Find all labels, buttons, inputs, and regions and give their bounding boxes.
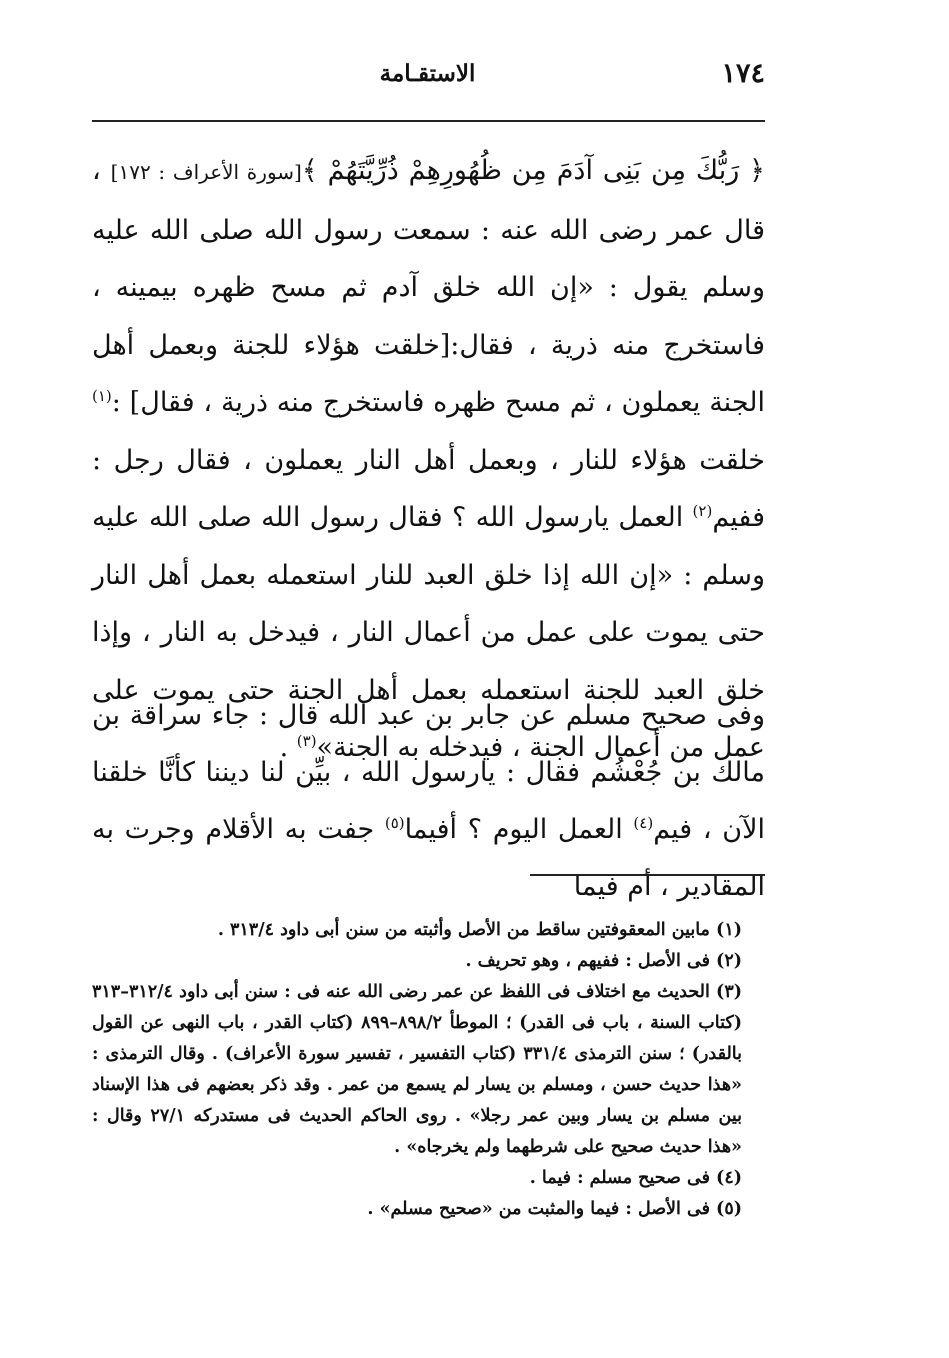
footnote-marker-2: (٢) bbox=[692, 502, 713, 520]
quran-verse: ﴿ رَبُّكَ مِن بَنِى آدَمَ مِن ظُهُورِهِمْ ذُرِّيَّتَهُمْ ﴾ bbox=[301, 155, 766, 186]
paragraph-1-text-c: العمل يارسول الله ؟ فقال رسول الله صلى الله عليه وسلم : «إن الله إذا خلق العبد للنار استعمله بعمل أهل النار حتى يموت على عمل من أعمال النار ، فيدخل به النار ، وإذا خلق العبد للجنة استعمله بعمل أهل الجنة حتى يموت على عمل من أعمال الجنة ، فيدخله به الجنة» bbox=[92, 502, 765, 763]
paragraph-1-text-d: . bbox=[279, 732, 297, 763]
page-header bbox=[90, 58, 765, 98]
main-text bbox=[92, 142, 765, 777]
paragraph-2-text-b: العمل اليوم ؟ أفيما bbox=[404, 814, 634, 845]
page-number: ١٧٤ bbox=[721, 58, 765, 89]
verse-reference: [سورة الأعراف : ١٧٢] bbox=[110, 160, 302, 184]
footnote-4: (٤) فى صحيح مسلم : فيما . bbox=[529, 1168, 742, 1188]
footnote-marker-3: (٣) bbox=[296, 732, 317, 750]
footnote-1: (١) مابين المعقوفتين ساقط من الأصل وأثبته من سنن أبى داود ٣١٣/٤ . bbox=[217, 920, 742, 940]
paragraph-2-block bbox=[92, 687, 765, 915]
footnote-marker-1: (١) bbox=[92, 387, 112, 405]
footnote-5: (٥) فى الأصل : فيما والمثبت من «صحيح مسلم» . bbox=[367, 1199, 742, 1219]
paragraph-1 bbox=[92, 142, 765, 777]
paragraph-2 bbox=[92, 687, 765, 915]
footnote-marker-4: (٤) bbox=[633, 814, 654, 832]
paragraph-1-text-a: ، قال عمر رضى الله عنه : سمعت رسول الله صلى الله عليه وسلم يقول : «إن الله خلق آدم ثم مسح ظهره بيمينه ، فاستخرج منه ذرية ، فقال:[خلقت هؤلاء للجنة وبعمل أهل الجنة يعملون ، ثم مسح ظهره فاستخرج منه ذرية ، فقال] : bbox=[92, 155, 765, 418]
footnotes bbox=[92, 915, 742, 1225]
header-divider bbox=[92, 120, 765, 122]
paragraph-1-text-b: خلقت هؤلاء للنار ، وبعمل أهل النار يعملون ، فقال رجل : ففيم bbox=[92, 444, 765, 533]
paragraph-2-text-c: جفت به الأقلام وجرت به المقادير ، أم فيما bbox=[92, 814, 765, 902]
footnote-3: (٣) الحديث مع اختلاف فى اللفظ عن عمر رضى الله عنه فى : سنن أبى داود ٣١٢/٤–٣١٣ (كتاب السنة ، باب فى القدر) ؛ الموطأ ٨٩٨/٢–٨٩٩ (كتاب القدر ، باب النهى عن القول بالقدر) ؛ سنن الترمذى ٣٣١/٤ (كتاب التفسير ، تفسير سورة الأعراف) . وقال الترمذى : «هذا حديث حسن ، ومسلم بن يسار لم يسمع من عمر . وقد ذكر بعضهم فى هذا الإسناد بين مسلم بن يسار وبين عمر رجلا» . روى الحاكم الحديث فى مستدركه ٢٧/١ وقال : «هذا حديث صحيح على شرطهما ولم يخرجاه» . bbox=[92, 982, 743, 1157]
footnote-marker-5: (٥) bbox=[384, 814, 405, 832]
footnote-divider bbox=[530, 874, 765, 876]
footnote-2: (٢) فى الأصل : ففيهم ، وهو تحريف . bbox=[465, 951, 742, 971]
running-title: الاستقـامة bbox=[379, 60, 476, 87]
paragraph-2-text-a: وفى صحيح مسلم عن جابر بن عبد الله قال : جاء سراقة بن مالك بن جُعْشُم فقال : يارسول الله ، بيِّن لنا ديننا كأنَّا خلقنا الآن ، فيم bbox=[92, 700, 765, 845]
